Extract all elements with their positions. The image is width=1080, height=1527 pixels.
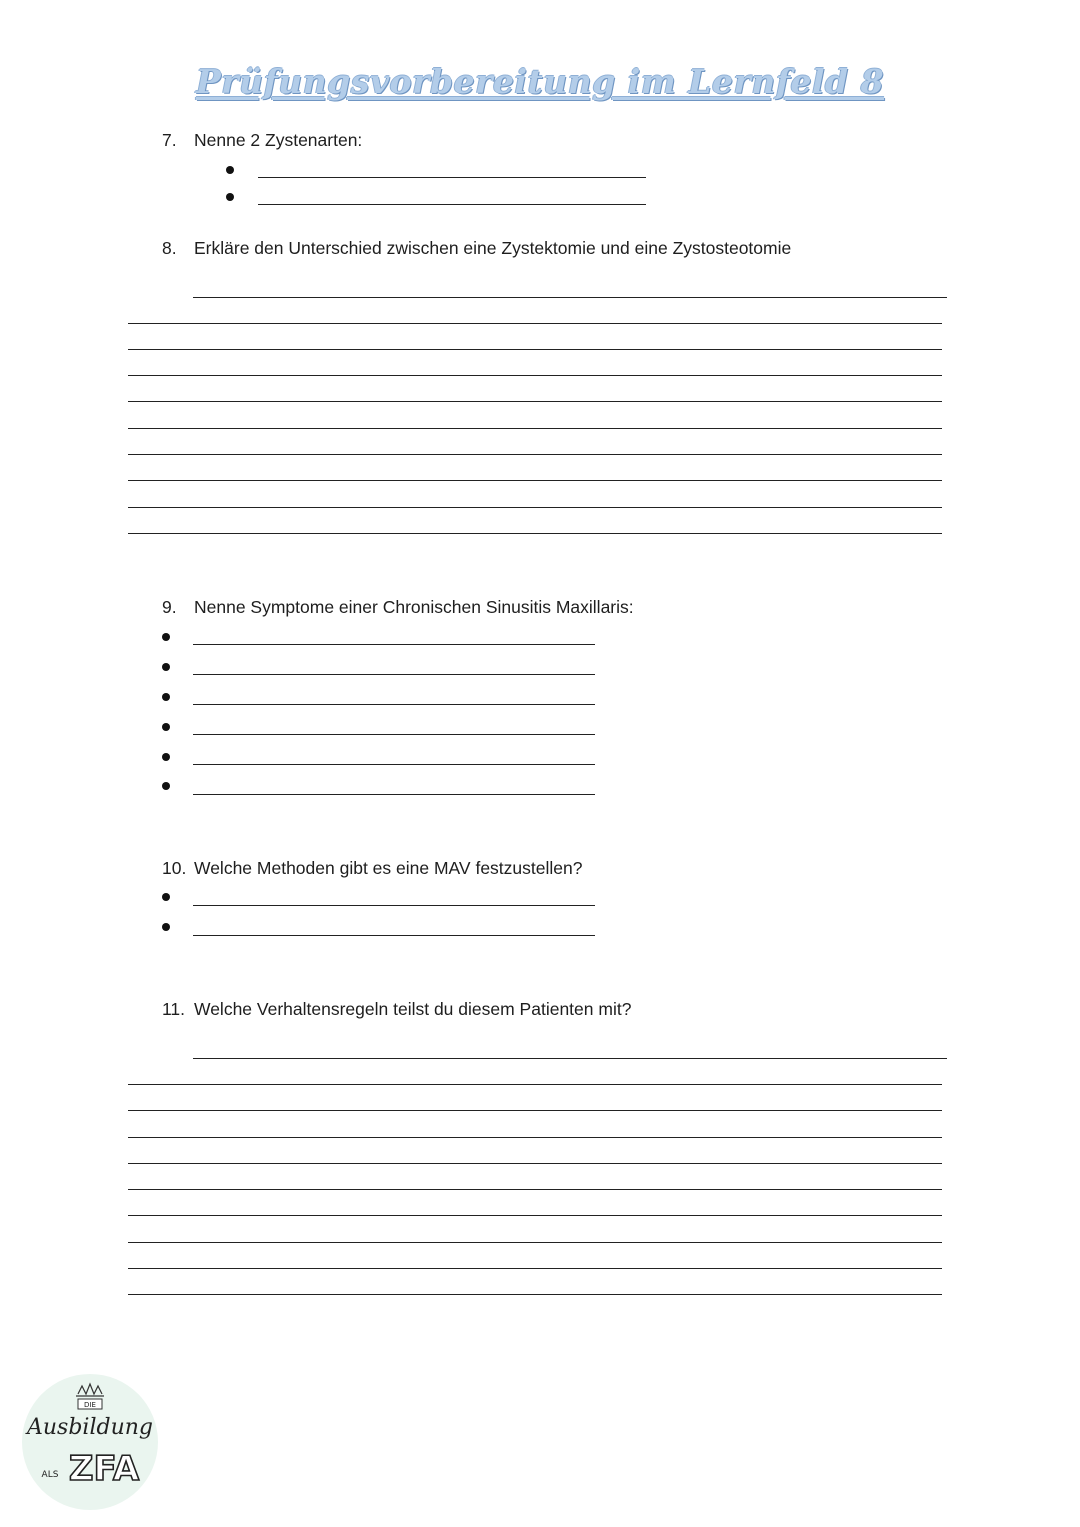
question-number: 10. bbox=[162, 858, 187, 878]
question-text: Nenne 2 Zystenarten: bbox=[194, 130, 363, 150]
answer-line[interactable] bbox=[128, 1137, 942, 1138]
answer-line[interactable] bbox=[193, 1058, 947, 1059]
bullet-point bbox=[162, 663, 170, 671]
answer-line[interactable] bbox=[128, 1242, 942, 1243]
answer-line[interactable] bbox=[128, 1189, 942, 1190]
logo-small-text: ALS bbox=[41, 1470, 59, 1480]
answer-line[interactable] bbox=[128, 1268, 942, 1269]
question-11 bbox=[162, 999, 631, 1020]
question-9 bbox=[162, 597, 634, 618]
answer-line[interactable] bbox=[193, 704, 595, 705]
question-7 bbox=[162, 130, 362, 151]
logo-background bbox=[22, 1374, 158, 1510]
bullet-point bbox=[226, 193, 234, 201]
answer-line[interactable] bbox=[128, 375, 942, 376]
answer-line[interactable] bbox=[193, 674, 595, 675]
answer-line[interactable] bbox=[258, 177, 646, 178]
answer-line[interactable] bbox=[128, 1084, 942, 1085]
bullet-point bbox=[162, 893, 170, 901]
answer-line[interactable] bbox=[193, 935, 595, 936]
question-text: Erkläre den Unterschied zwischen eine Zystektomie und eine Zystosteotomie bbox=[194, 238, 792, 258]
question-number: 7. bbox=[162, 130, 177, 150]
bullet-point bbox=[162, 693, 170, 701]
logo-top-text: DIE bbox=[84, 1401, 96, 1409]
answer-line[interactable] bbox=[128, 533, 942, 534]
question-8 bbox=[162, 238, 791, 259]
answer-line[interactable] bbox=[193, 644, 595, 645]
answer-line[interactable] bbox=[193, 297, 947, 298]
answer-line[interactable] bbox=[128, 454, 942, 455]
answer-line[interactable] bbox=[258, 204, 646, 205]
question-10 bbox=[162, 858, 582, 879]
bullet-point bbox=[162, 723, 170, 731]
answer-line[interactable] bbox=[193, 734, 595, 735]
question-text: Nenne Symptome einer Chronischen Sinusitis Maxillaris: bbox=[194, 597, 634, 617]
ausbildung-zfa-logo bbox=[20, 1372, 160, 1512]
answer-line[interactable] bbox=[128, 349, 942, 350]
question-text: Welche Verhaltensregeln teilst du diesem Patienten mit? bbox=[194, 999, 632, 1019]
answer-line[interactable] bbox=[128, 401, 942, 402]
bullet-point bbox=[162, 923, 170, 931]
logo-script-text: Ausbildung bbox=[26, 1415, 154, 1440]
answer-line[interactable] bbox=[128, 1294, 942, 1295]
logo-big-text: ZFA bbox=[68, 1449, 140, 1489]
answer-line[interactable] bbox=[128, 323, 942, 324]
question-text: Welche Methoden gibt es eine MAV festzustellen? bbox=[194, 858, 583, 878]
question-number: 8. bbox=[162, 238, 177, 258]
answer-line[interactable] bbox=[128, 1163, 942, 1164]
answer-line[interactable] bbox=[128, 480, 942, 481]
question-number: 11. bbox=[162, 999, 186, 1019]
answer-line[interactable] bbox=[128, 1215, 942, 1216]
question-number: 9. bbox=[162, 597, 177, 617]
page-title: Prüfungsvorbereitung im Lernfeld 8 bbox=[195, 62, 885, 101]
answer-line[interactable] bbox=[128, 1110, 942, 1111]
answer-line[interactable] bbox=[128, 507, 942, 508]
bullet-point bbox=[162, 753, 170, 761]
bullet-point bbox=[162, 633, 170, 641]
answer-line[interactable] bbox=[193, 794, 595, 795]
answer-line[interactable] bbox=[193, 764, 595, 765]
answer-line[interactable] bbox=[193, 905, 595, 906]
answer-line[interactable] bbox=[128, 428, 942, 429]
bullet-point bbox=[226, 166, 234, 174]
bullet-point bbox=[162, 782, 170, 790]
